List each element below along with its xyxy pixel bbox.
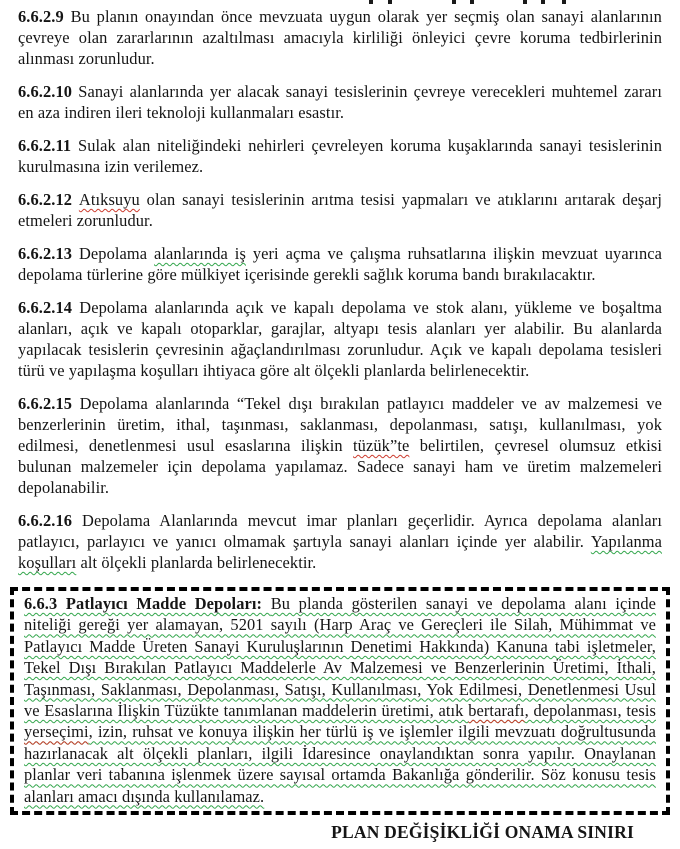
artifact-tick (369, 0, 373, 4)
clause-number: 6.6.3 Patlayıcı Madde Depoları: (24, 594, 271, 613)
clause-text: Depolama Alanlarında mevcut imar planları geçerlidir. Ayrıca depolama alanları patlayıcı, parlayıcı ve yanıcı olmamak şartıyla sanayi alanları içinde yer alabilir. (18, 511, 662, 551)
spellcheck-flagged-text: Atıksuyu (78, 190, 140, 209)
clause-text: Bu planın onayından önce mevzuata uygun olarak yer seçmiş olan sanayi alanlarının çevreye olan zararlarının azaltılması amacıyla kirliliği önleyici çevre koruma tedbirlerinin alınması zorunludur. (18, 7, 662, 68)
clause-text: Depolama (78, 244, 155, 263)
artifact-tick (562, 0, 566, 4)
spellcheck-flagged-text: yerseçimi (24, 722, 89, 742)
clause-text: Sanayi alanlarında yer alacak sanayi tesislerinin çevreye verecekleri muhtemel zararı en aza indiren ileri teknoloji kullanmaları esastır. (18, 82, 662, 122)
artifact-tick (523, 0, 527, 4)
clause-text: , depolanması, tesis (524, 701, 656, 721)
clause-paragraph (18, 135, 662, 177)
clause-number: 6.6.2.13 (18, 244, 79, 263)
clause-paragraph (18, 297, 662, 381)
clause-text: olan sanayi tesislerinin arıtma tesisi yapmaları ve atıklarını arıtarak deşarj etmeleri zorunludur. (18, 190, 662, 230)
clause-text: , izin, ruhsat ve konuya ilişkin her türlü iş ve işlemler ilgili mevzuatı doğrultusunda hazırlanacak alt ölçekli planları, ilgili İdaresince onaylandıktan sonra yapılır. Onaylanan planlar veri tabanına işlenmek üzere sayısal ortamda Bakanlığa gönderilir. Söz konusu tesis alanları amacı dışında kullanılamaz. (24, 722, 656, 806)
clause-paragraph (18, 189, 662, 231)
artifact-tick (470, 0, 474, 4)
clauses-section (18, 6, 662, 573)
clause-number: 6.6.2.15 (18, 394, 80, 413)
clause-6-6-3-paragraph (24, 593, 656, 807)
plan-change-boundary-caption: PLAN DEĞİŞİKLİĞİ ONAMA SINIRI (331, 822, 634, 843)
clause-number: 6.6.2.9 (18, 7, 71, 26)
clause-text: Bu planda gösterilen sanayi ve depolama alanı içinde niteliği gereği yer alamayan, 5201 sayılı (Harp Araç ve Gereçleri ile Silah, Mühimmat ve Patlayıcı Madde Üreten Sanayi Kuruluşlarının Denetimi Hakkında) Kanuna tabi işletmeler, Tekel Dışı Bırakılan Patlayıcı Maddelerle Av Malzemesi ve Benzerlerinin Üretimi, İthali, Taşınması, Saklanması, Depolanması, Satışı, Kullanılması, Yok Edilmesi, Denetlenmesi Usul ve Esaslarına İlişkin Tüzükte tanımlanan maddelerin üretimi, atık (24, 594, 657, 721)
clause-text: Depolama alanlarında “Tekel dışı bırakılan patlayıcı maddeler ve av malzemesi ve benzerlerinin üretim, ithal, taşınması, saklanması, depolanması, satışı, kullanılması, yok edilmesi, denetlenmesi usul esaslarına ilişkin (18, 394, 662, 455)
clause-number: 6.6.2.11 (18, 136, 79, 155)
clause-text: Sulak alan niteliğindeki nehirleri çevreleyen koruma kuşaklarında sanayi tesislerinin kurulmasına izin verilemez. (18, 136, 662, 176)
clause-text: belirtilen, çevresel olumsuz etkisi bulunan malzemeler için depolama yapılamaz. Sadece sanayi ham ve üretim malzemeleri depolanabilir. (18, 436, 662, 497)
grammar-flagged-text: Yapılanma koşulları (18, 532, 662, 572)
artifact-tick (452, 0, 456, 4)
clause-number: 6.6.2.12 (18, 190, 79, 209)
clause-text: yeri açma ve çalışma ruhsatlarına ilişkin mevzuat uyarınca depolama türlerine göre mülkiyet içerisinde gerekli sağlık koruma bandı bırakılacaktır. (18, 244, 662, 284)
clause-paragraph (18, 393, 662, 498)
clause-text: alt ölçekli planlarda belirlenecektir. (76, 553, 317, 572)
artifact-tick (388, 0, 392, 4)
artifact-tick (541, 0, 545, 4)
spellcheck-flagged-text: bertarafı (468, 701, 525, 721)
clause-number: 6.6.2.16 (18, 511, 83, 530)
clause-number: 6.6.2.14 (18, 298, 80, 317)
clause-paragraph (18, 81, 662, 123)
clause-number: 6.6.2.10 (18, 82, 79, 101)
cropped-text-artifact (0, 0, 680, 5)
clause-paragraph (18, 6, 662, 69)
clause-text: Depolama alanlarında açık ve kapalı depolama ve stok alanı, yükleme ve boşaltma alanları, açık ve kapalı otoparklar, garajlar, altyapı tesis alanları yer alabilir. Bu alanlarda yapılacak tesislerin çevresinin ağaçlandırılması zorunludur. Açık ve kapalı depolama tesisleri türü ve yapılaşma koşulları ihtiyaca göre alt ölçekli planlarda belirlenecektir. (18, 298, 662, 380)
grammar-flagged-text: alanlarında iş (154, 244, 246, 263)
clause-paragraph (18, 243, 662, 285)
clause-paragraph (18, 510, 662, 573)
plan-change-boundary-box (10, 587, 670, 815)
spellcheck-flagged-text: tüzük”te (353, 436, 410, 455)
